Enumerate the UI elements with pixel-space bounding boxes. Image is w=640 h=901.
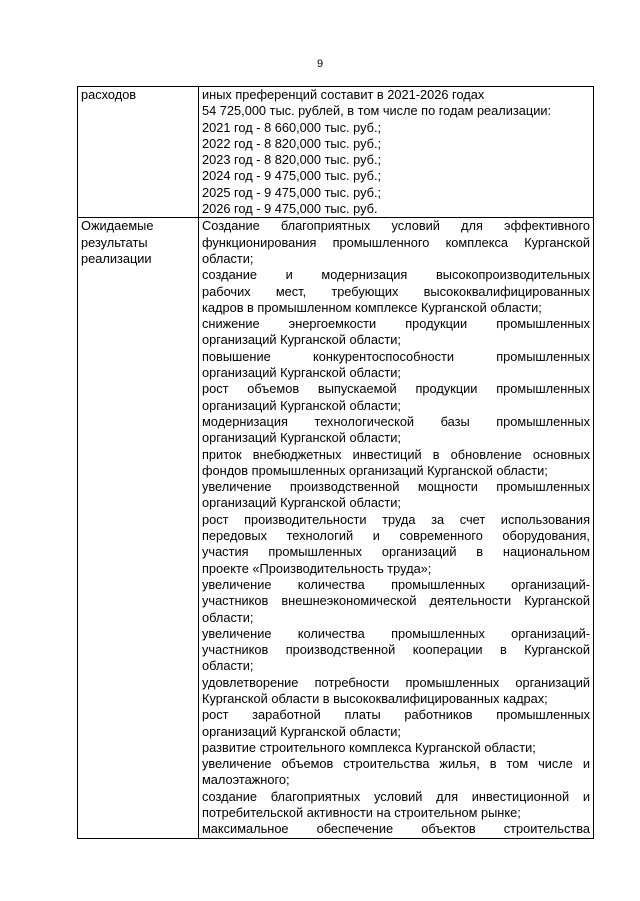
row-content-cell [199, 218, 594, 838]
content-line: снижение энергоемкости продукции промышленных [202, 316, 590, 332]
content-line: повышение конкурентоспособности промышленных [202, 348, 590, 364]
row-label-line: Ожидаемые [81, 218, 154, 234]
content-line: 2022 год - 8 820,000 тыс. руб.; [202, 135, 382, 151]
content-line: Курганской области в высококвалифицированных кадрах; [202, 690, 548, 706]
content-line: увеличение производственной мощности промышленных [202, 479, 590, 495]
table-row [78, 87, 594, 218]
content-line: развитие строительного комплекса Курганской области; [202, 739, 536, 755]
content-line: иных преференций составит в 2021-2026 годах [202, 87, 485, 102]
content-line: организаций Курганской области; [202, 365, 401, 381]
content-line: рост объемов выпускаемой продукции промышленных [202, 381, 590, 397]
row-label-cell [78, 218, 199, 838]
program-passport-table [77, 86, 594, 839]
content-line: функционирования промышленного комплекса Курганской [202, 234, 590, 250]
content-line: увеличение количества промышленных организаций- [202, 576, 590, 592]
content-line: потребительской активности на строительном рынке; [202, 805, 521, 821]
content-line: приток внебюджетных инвестиций в обновление основных [202, 446, 590, 462]
content-line: передовых технологий и современного оборудования, [202, 528, 590, 544]
content-line: увеличение объемов строительства жилья, в том числе и [202, 756, 590, 772]
content-line: организаций Курганской области; [202, 495, 401, 511]
row-label-line: реализации [81, 250, 152, 266]
content-line: организаций Курганской области; [202, 430, 401, 446]
content-line: организаций Курганской области; [202, 332, 401, 348]
row-label-cell [78, 87, 199, 218]
content-line: увеличение количества промышленных организаций- [202, 625, 590, 641]
content-line: рост заработной платы работников промышленных [202, 707, 590, 723]
content-line: 2023 год - 8 820,000 тыс. руб.; [202, 152, 382, 168]
content-line: 2025 год - 9 475,000 тыс. руб.; [202, 184, 382, 200]
content-line: области; [202, 609, 254, 625]
content-line: 54 725,000 тыс. рублей, в том числе по годам реализации: [202, 103, 552, 119]
content-line: рост производительности труда за счет использования [202, 511, 590, 527]
content-line: организаций Курганской области; [202, 397, 401, 413]
content-line: рабочих мест, требующих высококвалифицированных [202, 283, 590, 299]
content-line: участников производственной кооперации в Курганской [202, 642, 590, 658]
page-number: 9 [316, 58, 324, 70]
table-row [78, 218, 594, 838]
content-line: участия промышленных организаций в национальном [202, 544, 590, 560]
content-line: 2026 год - 9 475,000 тыс. руб. [202, 201, 378, 217]
content-line: малоэтажного; [202, 772, 290, 788]
content-line: 2024 год - 9 475,000 тыс. руб.; [202, 168, 382, 184]
content-line: организаций Курганской области; [202, 723, 401, 739]
content-line: 2021 год - 8 660,000 тыс. руб.; [202, 119, 382, 135]
row-content-cell [199, 87, 594, 218]
row-label-line: расходов [81, 87, 137, 102]
content-line: области; [202, 250, 254, 266]
content-line: фондов промышленных организаций Курганской области; [202, 462, 548, 478]
content-line: проекте «Производительность труда»; [202, 560, 432, 576]
content-line: кадров в промышленном комплексе Курганской области; [202, 299, 542, 315]
content-line: создание благоприятных условий для инвестиционной и [202, 788, 590, 804]
content-line: создание и модернизация высокопроизводительных [202, 267, 590, 283]
content-line: участников внешнеэкономической деятельности Курганской [202, 593, 590, 609]
content-line: модернизация технологической базы промышленных [202, 413, 590, 429]
row-label-line: результаты [81, 234, 148, 250]
content-line: удовлетворение потребности промышленных организаций [202, 674, 590, 690]
content-line: области; [202, 658, 254, 674]
content-line: максимальное обеспечение объектов строительства [202, 821, 590, 837]
content-line: Создание благоприятных условий для эффективного [202, 218, 590, 234]
